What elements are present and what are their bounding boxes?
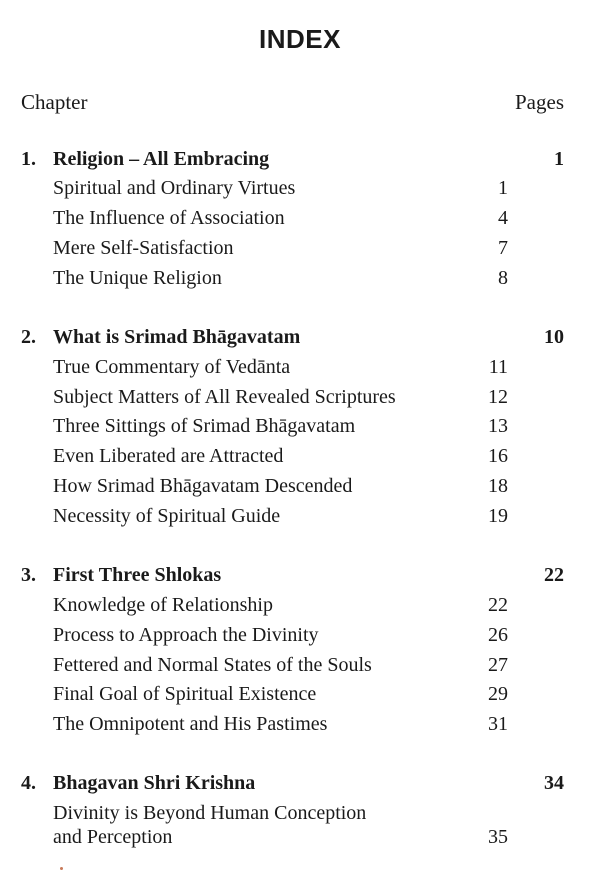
chapter-number: 2.: [21, 326, 36, 348]
entry-title: Fettered and Normal States of the Souls: [53, 654, 372, 676]
entry-page: 8: [498, 267, 508, 289]
entry-page: 29: [488, 683, 508, 705]
entry-page: 13: [488, 415, 508, 437]
entry-title: Necessity of Spiritual Guide: [53, 505, 281, 527]
entry-page: 1: [498, 177, 508, 199]
entry-title: The Influence of Association: [53, 207, 285, 229]
entry-page: 19: [488, 505, 508, 527]
index-entry[interactable]: [0, 594, 600, 624]
index-entry[interactable]: [0, 624, 600, 654]
chapter-page: 34: [544, 772, 564, 794]
index-entry[interactable]: [0, 356, 600, 386]
entry-page: 12: [488, 386, 508, 408]
chapter-page: 22: [544, 564, 564, 586]
chapter-column-header: Chapter: [21, 90, 88, 114]
entry-title: Process to Approach the Divinity: [53, 624, 319, 646]
entry-page: 31: [488, 713, 508, 735]
index-entry[interactable]: [0, 267, 600, 297]
index-entry[interactable]: [0, 207, 600, 237]
chapter-title: Religion – All Embracing: [53, 148, 270, 170]
entry-title: How Srimad Bhāgavatam Descended: [53, 475, 353, 497]
entry-title: True Commentary of Vedānta: [53, 356, 291, 378]
index-entry[interactable]: [0, 415, 600, 445]
entry-page: 18: [488, 475, 508, 497]
chapter-title: First Three Shlokas: [53, 564, 222, 586]
chapter-heading[interactable]: [0, 326, 600, 356]
entry-title: Subject Matters of All Revealed Scriptures: [53, 386, 396, 408]
index-entry[interactable]: [0, 386, 600, 416]
chapter-number: 1.: [21, 148, 36, 170]
entry-title-line: and Perception: [53, 826, 173, 848]
entry-title: Spiritual and Ordinary Virtues: [53, 177, 296, 199]
entry-title: Knowledge of Relationship: [53, 594, 273, 616]
index-entry[interactable]: [0, 505, 600, 535]
entry-title: The Omnipotent and His Pastimes: [53, 713, 328, 735]
entry-page: 35: [488, 826, 508, 848]
chapter-number: 4.: [21, 772, 36, 794]
entry-page: 4: [498, 207, 508, 229]
pages-column-header: Pages: [515, 90, 564, 114]
entry-title: The Unique Religion: [53, 267, 222, 289]
index-entry[interactable]: [0, 826, 600, 856]
index-entry[interactable]: [0, 237, 600, 267]
chapter-page: 1: [554, 148, 564, 170]
chapter-heading[interactable]: [0, 772, 600, 802]
index-entry[interactable]: [0, 654, 600, 684]
chapter-title: Bhagavan Shri Krishna: [53, 772, 256, 794]
entry-page: 22: [488, 594, 508, 616]
chapter-title: What is Srimad Bhāgavatam: [53, 326, 301, 348]
entry-title: Three Sittings of Srimad Bhāgavatam: [53, 415, 356, 437]
entry-page: 27: [488, 654, 508, 676]
entry-title: Mere Self-Satisfaction: [53, 237, 234, 259]
chapter-number: 3.: [21, 564, 36, 586]
index-entry[interactable]: [0, 445, 600, 475]
chapter-page: 10: [544, 326, 564, 348]
index-entry[interactable]: [0, 475, 600, 505]
page-title: INDEX: [259, 24, 341, 54]
ink-speck: [60, 867, 63, 870]
chapter-heading[interactable]: [0, 564, 600, 594]
entry-page: 16: [488, 445, 508, 467]
entry-page: 7: [498, 237, 508, 259]
entry-page: 26: [488, 624, 508, 646]
index-entry[interactable]: [0, 683, 600, 713]
entry-title: Even Liberated are Attracted: [53, 445, 284, 467]
entry-title: Final Goal of Spiritual Existence: [53, 683, 317, 705]
index-entry[interactable]: [0, 713, 600, 743]
entry-page: 11: [488, 356, 508, 378]
chapter-heading[interactable]: [0, 148, 600, 178]
entry-title-line: Divinity is Beyond Human Conception: [53, 802, 367, 824]
index-entry[interactable]: [0, 177, 600, 207]
